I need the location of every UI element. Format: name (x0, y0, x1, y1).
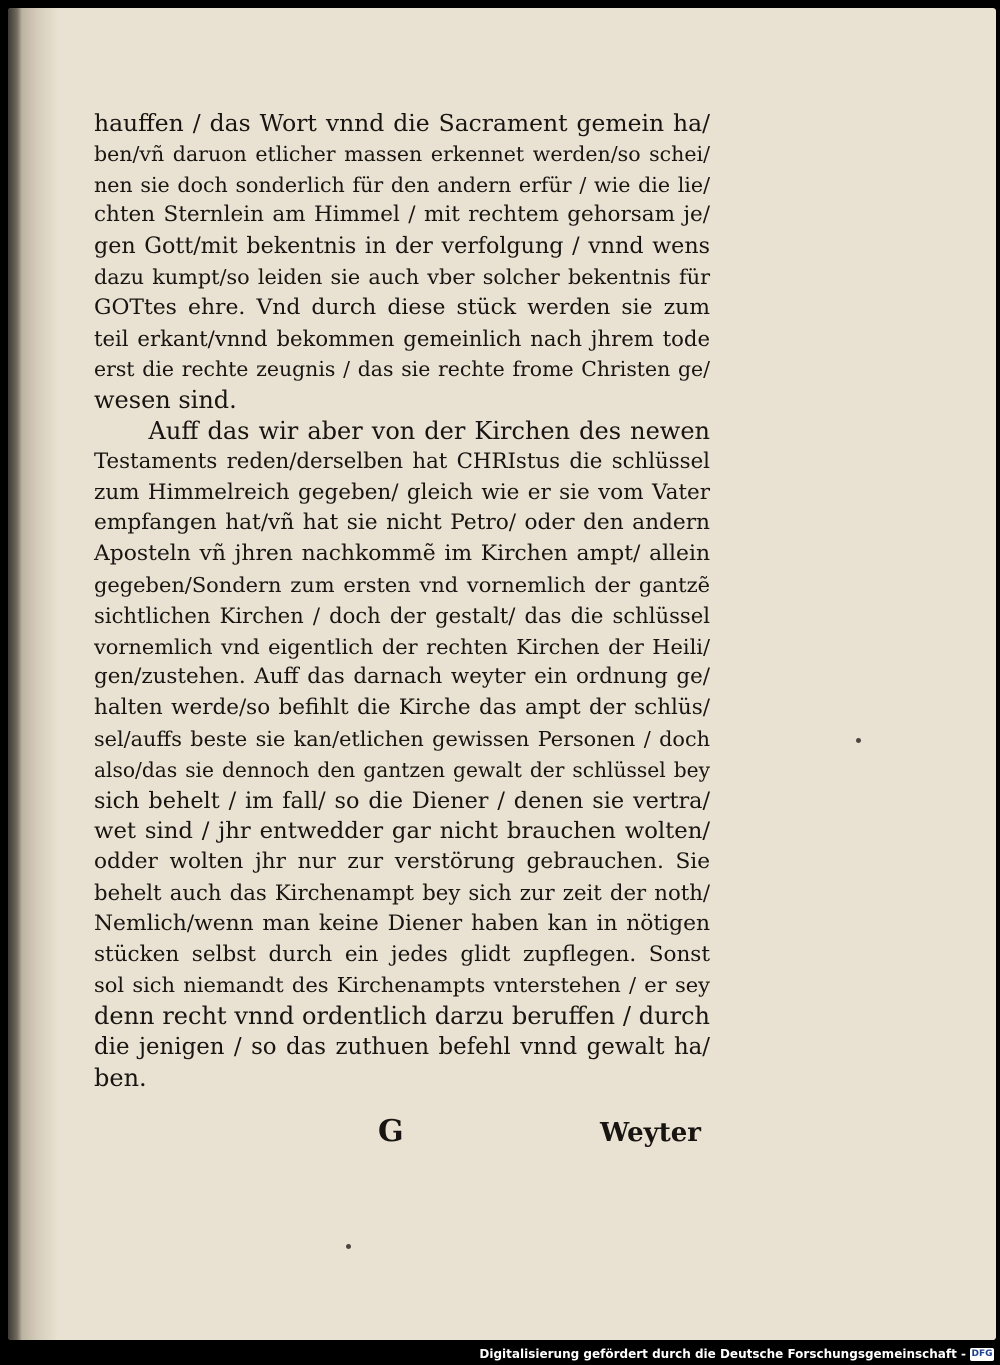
paper-speck (346, 1244, 351, 1249)
text-line: GOTtes ehre. Vnd durch diese stück werden sie zum (94, 294, 710, 320)
text-line: wesen sind. (94, 386, 237, 415)
digitization-credit: Digitalisierung gefördert durch die Deutsche Forschungsgemeinschaft - (479, 1347, 966, 1361)
text-line: Nemlich/wenn man keine Diener haben kan in nötigen (94, 910, 710, 936)
text-line: sichtlichen Kirchen / doch der gestalt/ das die schlüssel (94, 602, 710, 628)
text-line: ben. (94, 1063, 147, 1092)
book-page (8, 8, 996, 1340)
paper-speck (856, 738, 861, 743)
text-line: behelt auch das Kirchenampt bey sich zur zeit der noth/ (94, 879, 710, 905)
text-line: Aposteln vñ jhren nachkommẽ im Kirchen ampt/ allein (94, 541, 710, 567)
text-line: halten werde/so befihlt die Kirche das ampt der schlüs/ (94, 695, 710, 721)
text-line: hauffen / das Wort vnnd die Sacrament gemein ha/ (94, 109, 710, 137)
text-line: sel/auffs beste sie kan/etlichen gewissen Personen / doch (94, 726, 710, 751)
text-line: gegeben/Sondern zum ersten vnd vornemlich der gantzẽ (94, 572, 710, 597)
text-line: Testaments reden/derselben hat CHRIstus die schlüssel (94, 448, 710, 474)
text-line: also/das sie dennoch den gantzen gewalt der schlüssel bey (94, 757, 710, 782)
text-line: gen Gott/mit bekentnis in der verfolgung / vnnd wens (94, 233, 710, 260)
text-line: sol sich niemandt des Kirchenampts vnterstehen / er sey (94, 973, 710, 998)
text-line: empfangen hat/vñ hat sie nicht Petro/ oder den andern (94, 510, 710, 536)
text-line: wet sind / jhr entwedder gar nicht brauchen wolten/ (94, 818, 710, 845)
text-line: chten Sternlein am Himmel / mit rechtem gehorsam je/ (94, 202, 710, 228)
text-line: sich behelt / im fall/ so die Diener / denen sie vertra/ (94, 787, 710, 814)
text-line: vornemlich vnd eigentlich der rechten Kirchen der Heili/ (94, 634, 710, 659)
text-line: Auff das wir aber von der Kirchen des newen (94, 416, 710, 445)
text-line: nen sie doch sonderlich für den andern erfür / wie die lie/ (94, 172, 710, 197)
dfg-logo: DFG (971, 1349, 993, 1359)
catchword: Weyter (600, 1118, 701, 1148)
body-text (94, 108, 710, 1094)
text-line: zum Himmelreich gegeben/ gleich wie er sie vom Vater (94, 479, 710, 505)
text-line: teil erkant/vnnd bekommen gemeinlich nach jhrem tode (94, 325, 710, 351)
text-line: dazu kumpt/so leiden sie auch vber solcher bekentnis für (94, 264, 710, 289)
text-line: denn recht vnnd ordentlich darzu beruffen / durch (94, 1002, 710, 1031)
text-line: odder wolten jhr nur zur verstörung gebrauchen. Sie (94, 849, 710, 875)
text-line: erst die rechte zeugnis / das sie rechte frome Christen ge/ (94, 357, 710, 382)
binding-edge (8, 8, 22, 1340)
text-line: ben/vñ daruon etlicher massen erkennet werden/so schei/ (94, 141, 710, 166)
text-line: stücken selbst durch ein jedes glidt zupflegen. Sonst (94, 941, 710, 967)
text-line: die jenigen / so das zuthuen befehl vnnd gewalt ha/ (94, 1033, 710, 1060)
signature-mark: G (378, 1114, 404, 1149)
text-line: gen/zustehen. Auff das darnach weyter ein ordnung ge/ (94, 664, 710, 690)
